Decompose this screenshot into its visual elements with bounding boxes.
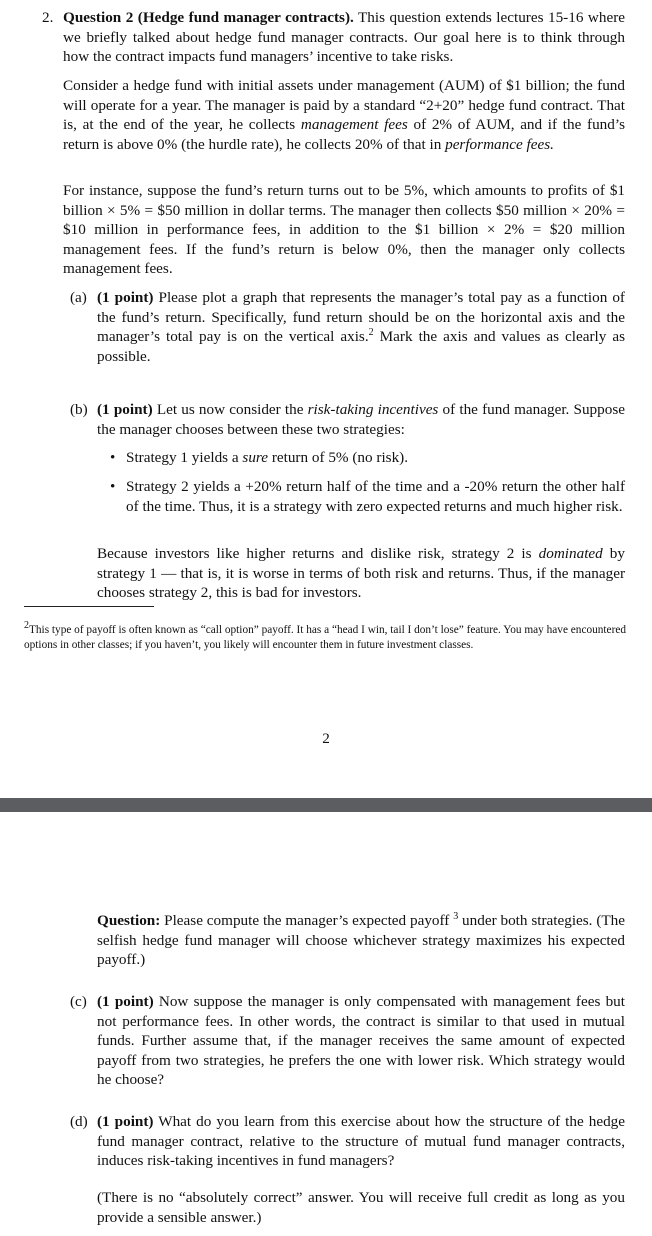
followup-text-1: Because investors like higher returns and dislike risk, strategy 2 is (97, 545, 539, 562)
strategy-1-text-2: return of 5% (no risk). (268, 449, 409, 466)
part-d-body: What do you learn from this exercise about how the structure of the hedge fund manager contract, relative to the structure of mutual fund manager contracts, induces risk-taking incentives in fund managers? (97, 1113, 625, 1169)
part-a-points: (1 point) (97, 289, 154, 306)
question-text-2: under both strategies. (The selfish hedge fund manager will choose whichever strategy maximizes his expected payoff.) (97, 912, 626, 968)
page-2 (0, 812, 652, 1236)
part-a-body: Please plot a graph that represents the manager’s total pay as a function of the fund’s return. Specifically, fund return should be on the horizontal axis and the manager’s total pay is on the vertical axis. (97, 289, 625, 345)
question-title: Question 2 (Hedge fund manager contracts). (63, 9, 354, 26)
part-b-followup (97, 544, 625, 603)
performance-fees-term: performance fees. (445, 135, 554, 153)
question-intro (63, 8, 625, 67)
page-number: 2 (322, 730, 330, 747)
question-label: Question: (97, 912, 161, 929)
strategy-1-item (126, 448, 625, 468)
contract-text-1: Consider a hedge fund with initial assets under management (AUM) of $1 billion; the fund will operate for a year. The manager is paid by a standard “2+20” hedge fund contract. That is, at the end of the year, he collects (63, 77, 625, 133)
contract-text-2: of 2% of AUM, and if the fund’s return is above 0% (the hurdle rate), he collects 20% of that in (63, 116, 625, 153)
footnote-2 (24, 620, 626, 653)
contract-description-paragraph (63, 76, 625, 154)
part-c-label: (c) (70, 993, 87, 1010)
footnote-text: This type of payoff is often known as “call option” payoff. It has a “head I win, tail I don’t lose” feature. You may have encountered options in other classes; if you haven’t, you likely will encounter them in future investment classes. (24, 624, 626, 652)
part-d-text (97, 1112, 625, 1171)
footnote-ref-3: 3 (453, 910, 459, 922)
part-d-note: (There is no “absolutely correct” answer. You will receive full credit as long as you provide a sensible answer.) (97, 1189, 625, 1226)
question-text-1: Please compute the manager’s expected payoff (160, 912, 454, 929)
example-paragraph: For instance, suppose the fund’s return turns out to be 5%, which amounts to profits of $1 billion × 5% = $50 million in dollar terms. The manager then collects $50 million × 20% = $10 million in performance fees, in addition to the $1 billion × 2% = $20 million management fees. If the fund’s return is below 0%, then the manager only collects management fees. (63, 182, 625, 277)
bullet-icon: • (110, 478, 116, 495)
part-b-body-2: of the fund manager. Suppose the manager chooses between these two strategies: (97, 401, 625, 438)
dominated-term: dominated (538, 545, 603, 562)
footnote-mark: 2 (24, 620, 29, 632)
part-d-points: (1 point) (97, 1113, 154, 1130)
bullet-icon: • (110, 449, 116, 466)
intro-text: This question extends lectures 15-16 where we briefly talked about hedge fund manager contracts. Our goal here is to think through how the contract impacts fund managers’ incentive to take risks. (63, 9, 626, 65)
part-a-body-end: Mark the axis and values as clearly as possible. (97, 328, 626, 365)
risk-taking-term: risk-taking incentives (307, 401, 439, 418)
footnote-divider (24, 606, 154, 607)
part-a-label: (a) (70, 289, 87, 306)
expected-payoff-question (97, 911, 625, 970)
part-a-text (97, 288, 625, 366)
part-d-label: (d) (70, 1113, 88, 1130)
part-c-body: Now suppose the manager is only compensated with management fees but not performance fees. In other words, the contract is similar to that used in mutual funds. Further assume that, if the manager receives the same amount of expected payoff from two strategies, he prefers the one with lower risk. Which strategy would he choose? (97, 993, 625, 1088)
part-b-body-1: Let us now consider the (152, 401, 308, 418)
followup-text-2: by strategy 1 — that is, it is worse in terms of both risk and returns. Thus, if the manager chooses strategy 2, this is bad for investors. (97, 545, 625, 601)
page-separator (0, 798, 652, 812)
part-b-text (97, 400, 625, 439)
footnote-ref-2: 2 (368, 326, 374, 338)
part-b-label: (b) (70, 401, 88, 418)
question-number: 2. (42, 9, 54, 26)
sure-term: sure (242, 449, 269, 466)
part-c-points: (1 point) (97, 993, 154, 1010)
strategy-1-text-1: Strategy 1 yields a (126, 449, 243, 466)
management-fees-term: management fees (300, 116, 408, 133)
strategy-2-item: Strategy 2 yields a +20% return half of the time and a -20% return the other half of the time. Thus, it is a strategy with zero expected returns and much higher risk. (126, 478, 625, 515)
part-b-points: (1 point) (97, 401, 153, 418)
part-c-text (97, 992, 625, 1090)
